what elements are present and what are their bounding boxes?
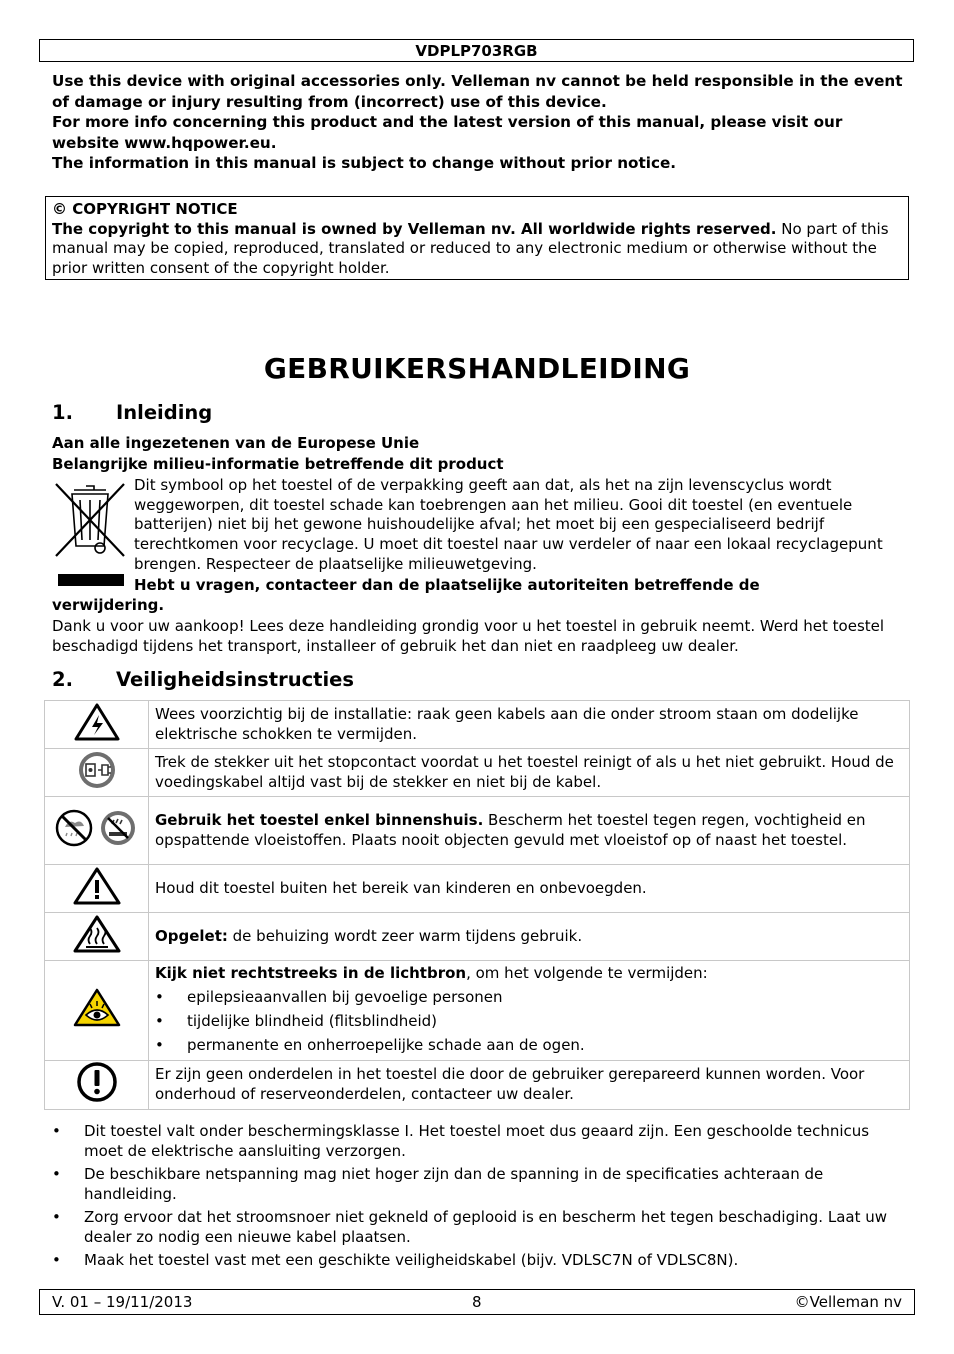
list-item: • Maak het toestel vast met een geschikte veiligheidskabel (bijv. VDLSC7N of VDLSC8N). <box>52 1251 912 1271</box>
intro-line-accessories: Use this device with original accessories only. Velleman nv cannot be held responsible in the event of damage or injury resulting from (incorrect) use of this device. <box>52 72 903 111</box>
safety-text: Houd dit toestel buiten het bereik van kinderen en onbevoegden. <box>149 865 910 913</box>
page-title: GEBRUIKERSHANDLEIDING <box>263 352 691 385</box>
general-warning-icon <box>72 866 122 906</box>
electric-shock-warning-icon <box>73 702 121 742</box>
footer-page-number: 8 <box>472 1293 482 1311</box>
hot-surface-icon <box>72 914 122 954</box>
safety-icon-cell <box>45 797 149 865</box>
document-footer <box>39 1289 915 1315</box>
safety-row <box>45 1061 910 1110</box>
weee-description: Dit symbool op het toestel of de verpakking geeft aan dat, als het na zijn levenscyclus wordt weggeworpen, dit toestel schade kan toebrengen aan het milieu. Gooi dit toestel (en eventuele batterijen) niet bij het gewone huishoudelijke afval; het moet bij een gespecialiseerd bedrijf terechtkomen voor recyclage. U moet dit toestel naar uw verdeler of naar een lokaal recyclagepunt brengen. Respecteer de plaatselijke milieuwetgeving. <box>134 476 883 573</box>
safety-text <box>149 913 910 961</box>
safety-text: Wees voorzichtig bij de installatie: raak geen kabels aan die onder stroom staan om dodelijke elektrische schokken te vermijden. <box>149 701 910 749</box>
copyright-bold-text: The copyright to this manual is owned by Velleman nv. All worldwide rights reserved. <box>52 219 777 238</box>
safety-icon-cell <box>45 865 149 913</box>
indoor-only-icon <box>54 808 140 848</box>
eu-residents-subheading: Aan alle ingezetenen van de Europese Unie <box>52 434 420 452</box>
list-item: • tijdelijke blindheid (flitsblindheid) <box>155 1009 903 1033</box>
section-2-number: 2. <box>52 668 73 691</box>
light-source-risk-list <box>155 985 903 1057</box>
intro-line-change-notice: The information in this manual is subject to change without prior notice. <box>52 154 677 172</box>
unplug-icon <box>77 750 117 790</box>
safety-text <box>149 961 910 1061</box>
intro-line-website: For more info concerning this product and the latest version of this manual, please visit our website www.hqpower.eu. <box>52 113 843 152</box>
environment-info-subheading: Belangrijke milieu-informatie betreffende dit product <box>52 455 504 473</box>
weee-contact-line-1: Hebt u vragen, contacteer dan de plaatselijke autoriteiten betreffende de <box>134 576 760 594</box>
light-source-bold: Kijk niet rechtstreeks in de lichtbron <box>155 963 467 982</box>
copyright-notice-box <box>45 196 909 280</box>
copyright-body-text: No part of this manual may be copied, reproduced, translated or reduced to any electronic medium or otherwise without the prior written consent of the copyright holder. <box>52 219 889 277</box>
safety-text <box>149 797 910 865</box>
list-item: • epilepsieaanvallen bij gevoelige personen <box>155 985 903 1009</box>
safety-instructions-table <box>44 700 910 1110</box>
safety-row <box>45 749 910 797</box>
light-source-warning-icon <box>72 987 122 1029</box>
section-1-heading <box>52 401 212 424</box>
safety-row <box>45 865 910 913</box>
list-item: • permanente en onherroepelijke schade aan de ogen. <box>155 1033 903 1057</box>
safety-icon-cell <box>45 1061 149 1110</box>
copyright-text <box>52 220 902 279</box>
safety-bullet-list <box>52 1122 912 1275</box>
indoor-only-bold: Gebruik het toestel enkel binnenshuis. <box>155 811 484 829</box>
document-header <box>39 39 914 62</box>
list-item: • Zorg ervoor dat het stroomsnoer niet gekneld of geplooid is en bescherm het tegen beschadiging. Laat uw dealer zo nodig een nieuwe kabel plaatsen. <box>52 1208 912 1247</box>
hot-surface-text: de behuizing wordt zeer warm tijdens gebruik. <box>227 926 583 945</box>
thank-you-paragraph: Dank u voor uw aankoop! Lees deze handleiding grondig voor u het toestel in gebruik neemt. Werd het toestel beschadigd tijdens het transport, installeer of gebruik het dan niet en raadpleeg uw dealer. <box>52 617 885 655</box>
light-source-text: , om het volgende te vermijden: <box>466 963 708 982</box>
safety-icon-cell <box>45 913 149 961</box>
safety-text: Er zijn geen onderdelen in het toestel die door de gebruiker gerepareerd kunnen worden. Voor onderhoud of reserveonderdelen, contacteer uw dealer. <box>149 1061 910 1110</box>
weee-crossed-bin-icon <box>52 478 130 588</box>
list-item: • Dit toestel valt onder beschermingsklasse I. Het toestel moet dus geaard zijn. Een geschoolde technicus moet de elektrische aansluiting verzorgen. <box>52 1122 912 1161</box>
footer-company: ©Velleman nv <box>794 1293 902 1311</box>
safety-row <box>45 961 910 1061</box>
safety-icon-cell <box>45 961 149 1061</box>
safety-icon-cell <box>45 749 149 797</box>
intro-notice <box>52 71 912 174</box>
section-2-heading <box>52 668 354 691</box>
safety-icon-cell <box>45 701 149 749</box>
copyright-heading: © COPYRIGHT NOTICE <box>52 200 238 218</box>
weee-contact-line-2: verwijdering. <box>52 596 165 614</box>
section-1-title: Inleiding <box>116 401 213 424</box>
safety-row <box>45 797 910 865</box>
section-2-title: Veiligheidsinstructies <box>116 668 355 691</box>
footer-version: V. 01 – 19/11/2013 <box>52 1293 193 1311</box>
indoor-only-text: Bescherm het toestel tegen regen, vochtigheid en opspattende vloeistoffen. Plaats nooit objecten gevuld met vloeistof op of naast het toestel. <box>155 811 866 849</box>
section-1-number: 1. <box>52 401 73 424</box>
safety-row <box>45 701 910 749</box>
section-1-subheadings <box>52 433 504 475</box>
safety-row <box>45 913 910 961</box>
hot-surface-bold: Opgelet: <box>155 926 228 945</box>
attention-icon <box>76 1061 118 1103</box>
list-item: • De beschikbare netspanning mag niet hoger zijn dan de spanning in de specificaties achteraan de handleiding. <box>52 1165 912 1204</box>
model-name: VDPLP703RGB <box>415 42 538 60</box>
light-source-intro <box>155 964 903 984</box>
safety-text: Trek de stekker uit het stopcontact voordat u het toestel reinigt of als u het niet gebruikt. Houd de voedingskabel altijd vast bij de stekker en niet bij de kabel. <box>149 749 910 797</box>
